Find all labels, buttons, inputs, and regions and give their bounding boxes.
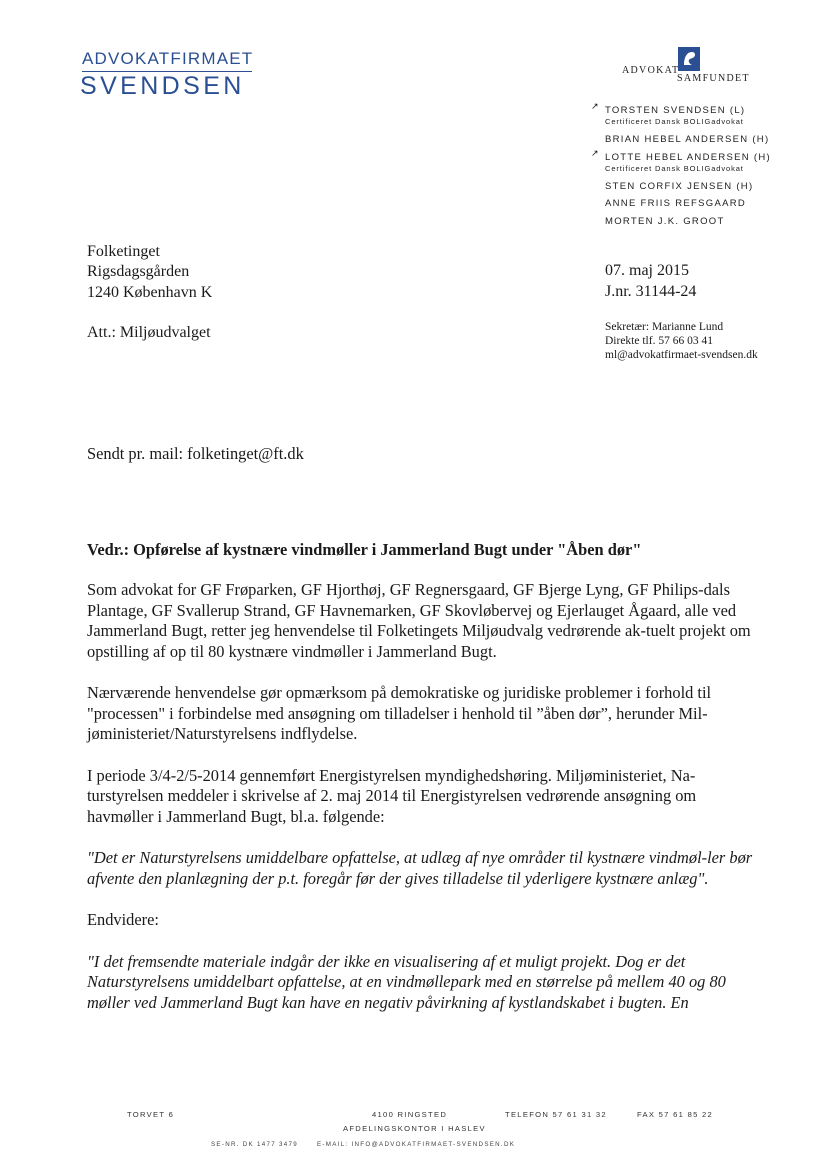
recipient-attention: Att.: Miljøudvalget bbox=[87, 324, 211, 341]
footer-branch: AFDELINGSKONTOR I HASLEV bbox=[343, 1124, 486, 1133]
partner-certification: Certificeret Dansk BOLIGadvokat bbox=[605, 164, 744, 173]
body-paragraph: Som advokat for GF Frøparken, GF Hjorthøj, GF Regnersgaard, GF Bjerge Lyng, GF Philips-dals Plantage, GF Svallerup Strand, GF Havnemarken, GF Skovløbervej og Ejerlauget Ågaard, alle ved Jammerland Bugt, retter jeg henvendelse til Folketingets Miljøudvalg vedrørende ak-tuelt projekt om opstilling af op til 80 kystnære vindmøller i Jammerland Bugt. bbox=[87, 580, 751, 661]
partner-name: TORSTEN SVENDSEN (L) bbox=[605, 105, 746, 116]
recipient-name: Folketinget bbox=[87, 243, 160, 260]
certified-mark-icon: ↗ bbox=[591, 148, 599, 158]
body-quote: "Det er Naturstyrelsens umiddelbare opfattelse, at udlæg af nye områder til kystnære vindmøl-ler bør afvente den planlægning der p.t. foregår før der gives tilladelse til yderligere kystnære anlæg". bbox=[87, 848, 753, 888]
certified-mark-icon: ↗ bbox=[591, 101, 599, 111]
recipient-city: 1240 København K bbox=[87, 284, 213, 301]
partner-name: MORTEN J.K. GROOT bbox=[605, 216, 725, 227]
body-quote: "I det fremsendte materiale indgår der ikke en visualisering af et muligt projekt. Dog er det Naturstyrelsens umiddelbart opfattelse, at en vindmøllepark med en størrelse på mellem 40 og 80 møller ved Jammerland Bugt kan have en negativ påvirkning af kystlandskabet i bugten. En bbox=[87, 951, 726, 1012]
firm-name-main: SVENDSEN bbox=[80, 72, 245, 100]
footer-phone: TELEFON 57 61 31 32 bbox=[505, 1110, 607, 1119]
recipient-address: Rigsdagsgården bbox=[87, 263, 190, 280]
letter-body bbox=[87, 580, 753, 1034]
advokatsamfundet-label-b: SAMFUNDET bbox=[677, 73, 750, 84]
body-paragraph: Endvidere: bbox=[87, 910, 159, 929]
footer-city: 4100 RINGSTED bbox=[372, 1110, 448, 1119]
body-paragraph: Nærværende henvendelse gør opmærksom på demokratiske og juridiske problemer i forhold til "processen" i forbindelse med ansøgning om tilladelser i henhold til ”åben dør”, herunder Mil-jøministeriet/Naturstyrelsens indflydelse. bbox=[87, 683, 712, 743]
secretary-phone: Direkte tlf. 57 66 03 41 bbox=[605, 335, 713, 347]
partner-name: STEN CORFIX JENSEN (H) bbox=[605, 181, 754, 192]
footer-fax: FAX 57 61 85 22 bbox=[637, 1110, 714, 1119]
secretary-email: ml@advokatfirmaet-svendsen.dk bbox=[605, 349, 758, 361]
body-paragraph: I periode 3/4-2/5-2014 gennemført Energistyrelsen myndighedshøring. Miljøministeriet, Na-turstyrelsen meddeler i skrivelse af 2. maj 2014 til Energistyrelsen vedrørende ansøgning om havmøller i Jammerland Bugt, bl.a. følgende: bbox=[87, 765, 697, 826]
advokatsamfundet-logo-icon bbox=[678, 47, 700, 71]
partner-name: BRIAN HEBEL ANDERSEN (H) bbox=[605, 134, 770, 145]
letter-subject: Vedr.: Opførelse af kystnære vindmøller i Jammerland Bugt under "Åben dør" bbox=[87, 540, 642, 559]
letter-date: 07. maj 2015 bbox=[605, 262, 689, 279]
sent-by-mail: Sendt pr. mail: folketinget@ft.dk bbox=[87, 444, 304, 463]
footer-street: TORVET 6 bbox=[127, 1110, 175, 1119]
partner-certification: Certificeret Dansk BOLIGadvokat bbox=[605, 117, 744, 126]
secretary-name: Sekretær: Marianne Lund bbox=[605, 321, 724, 333]
firm-name-top: ADVOKATFIRMAET bbox=[82, 49, 254, 68]
journal-number: J.nr. 31144-24 bbox=[605, 283, 697, 300]
footer-vat: SE-NR. DK 1477 3479 bbox=[211, 1141, 298, 1148]
footer-email: E-MAIL: INFO@ADVOKATFIRMAET-SVENDSEN.DK bbox=[317, 1141, 516, 1148]
advokatsamfundet-label-a: ADVOKAT bbox=[622, 65, 680, 76]
partner-name: ANNE FRIIS REFSGAARD bbox=[605, 198, 747, 209]
partner-name: LOTTE HEBEL ANDERSEN (H) bbox=[605, 152, 771, 163]
